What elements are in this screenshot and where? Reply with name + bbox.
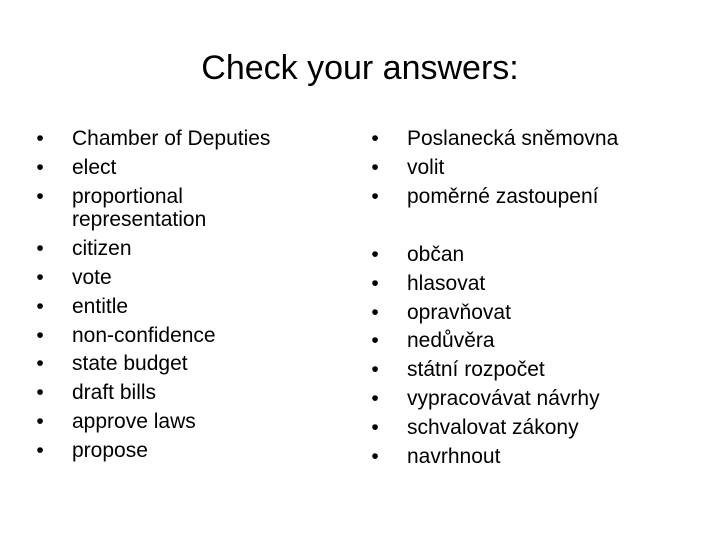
list-item [365, 125, 705, 154]
bullet-icon: • [36, 323, 44, 347]
czech-term-list-bottom [365, 241, 705, 471]
czech-term-list-top [365, 125, 705, 211]
slide-title: Check your answers: [201, 49, 519, 87]
translation-text: Poslanecká sněmovna [407, 127, 619, 150]
bullet-icon: • [36, 438, 44, 462]
list-item [30, 379, 330, 408]
bullet-icon: • [371, 444, 379, 468]
term-text: elect [72, 155, 117, 179]
bullet-icon: • [371, 155, 379, 179]
bullet-icon: • [371, 300, 379, 324]
term-text: approve laws [72, 409, 196, 433]
translation-text: schvalovat zákony [407, 415, 579, 439]
bullet-icon: • [371, 127, 379, 150]
term-text: proportional [72, 184, 183, 208]
list-item [365, 356, 705, 385]
list-item [30, 322, 330, 351]
translation-text: vypracovávat návrhy [407, 386, 600, 410]
bullet-icon: • [371, 243, 379, 266]
bullet-icon: • [36, 409, 44, 433]
bullet-icon: • [371, 415, 379, 439]
list-item [30, 154, 330, 183]
list-item [30, 264, 330, 293]
list-item [30, 235, 330, 264]
list-item [30, 183, 330, 236]
bullet-icon: • [36, 184, 44, 208]
bullet-icon: • [371, 184, 379, 208]
list-item [365, 414, 705, 443]
bullet-icon: • [371, 386, 379, 410]
bullet-icon: • [36, 155, 44, 179]
list-item [30, 350, 330, 379]
term-text: citizen [72, 237, 132, 261]
bullet-icon: • [371, 329, 379, 353]
translation-text: volit [407, 155, 445, 179]
list-item [30, 125, 330, 154]
term-text: non-confidence [72, 323, 216, 347]
list-item [365, 241, 705, 270]
bullet-icon: • [371, 358, 379, 382]
list-item [30, 437, 330, 466]
list-item [30, 408, 330, 437]
translation-text: hlasovat [407, 271, 486, 295]
english-term-list [30, 125, 330, 466]
list-item [365, 154, 705, 183]
translation-text: státní rozpočet [407, 358, 545, 382]
list-item [365, 443, 705, 472]
list-item [365, 270, 705, 299]
bullet-icon: • [36, 265, 44, 289]
bullet-icon: • [371, 271, 379, 295]
list-item [365, 385, 705, 414]
term-text: entitle [72, 294, 129, 318]
bullet-icon: • [36, 127, 44, 150]
term-text: draft bills [72, 381, 157, 405]
translation-text: občan [407, 243, 465, 266]
bullet-icon: • [36, 381, 44, 405]
translation-text: opravňovat [407, 300, 511, 324]
term-text: Chamber of Deputies [72, 127, 271, 150]
term-text-continuation: representation [72, 208, 207, 232]
list-item [30, 293, 330, 322]
translation-text: nedůvěra [407, 329, 495, 353]
term-text: state budget [72, 352, 188, 376]
translation-text: navrhnout [407, 444, 501, 468]
bullet-icon: • [36, 352, 44, 376]
list-item [365, 327, 705, 356]
list-item [365, 299, 705, 328]
translation-text: poměrné zastoupení [407, 184, 599, 208]
bullet-icon: • [36, 237, 44, 261]
term-text: propose [72, 438, 148, 462]
term-text: vote [72, 265, 112, 289]
bullet-icon: • [36, 294, 44, 318]
list-item [365, 183, 705, 212]
